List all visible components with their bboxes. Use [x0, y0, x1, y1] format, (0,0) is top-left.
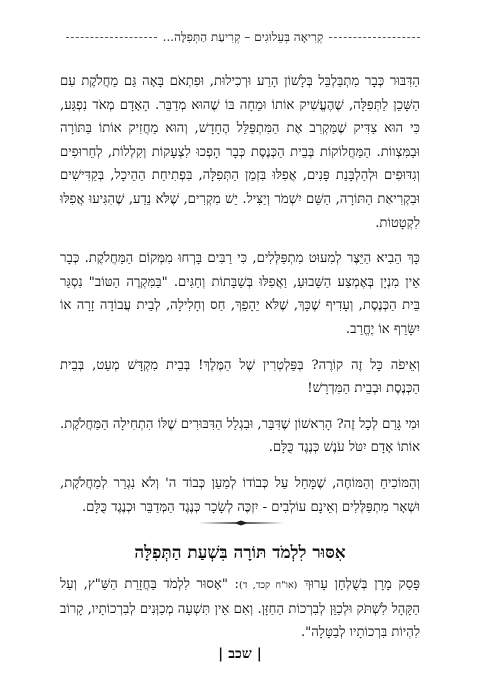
folio-bar: | — [256, 646, 262, 662]
header-rule-left — [66, 37, 157, 38]
page-number: שכב — [228, 646, 252, 662]
body-text — [60, 70, 420, 531]
paragraph: וְאֵיפֹה כָּל זֶה קוֹרֶה? בְּפַּלְטְרִין שֶׁל הַמֶּלֶךְ! בְּבֵית מִקְדָּשׁ מְעַט, בְּבֵית הַכְּנֶסֶת וּבְבֵית הַמִּדְרָשׁ! — [60, 357, 420, 397]
section-text-quote: : "אָסוּר לִלְמֹד בַּחֲזָרַת הַשַּׁ"ץ, וְעַל הַקָּהָל לִשְׁתֹּק וּלְכַוֵּן לְבִרְכוֹת הַחַזָּן. וְאִם אֵין תִּשְׁעָה מְכַוְּנִים לְבִרְכוֹתָיו, קָרוֹב לִהְיוֹת בִּרְכוֹתָיו לְבַטָּלָה". — [60, 577, 420, 641]
paragraph: הַדִּבּוּר כְּבָר מִתְבַּלְבֵּל בְּלָשׁוֹן הָרַע וּרְכִילוּת, וּפִתְאֹם בָּאָה גַּם מַחֲלֹקֶת עִם הַשָּׁכֵן לַתְּפִלָּה, שֶׁהֶעֱשִׁיק אוֹתוֹ וּמֵחָה בּוֹ שֶׁהוּא מְדַבֵּר. הָאָדָם מְאֹד נִפְגַּע, כִּי הוּא צַדִּיק שֶׁמַּקְרִב אֶת הַמִּתְפַּלֵּל הֶחָדָשׁ, וְהוּא מַחֲזִיק אוֹתוֹ בַּתּוֹרָה וּבַמִּצְווֹת. הַמַּחֲלוֹקוֹת בְּבֵית הַכְּנֶסֶת כְּבָר הָפְכוּ לִצְעָקוֹת וְקִלְלוֹת, לְחֵרוּפִים וְגִדּוּפִים וּלְהַלְבָּנַת פָּנִים, אֲפִלּוּ בִּזְמַן הַתְּפִלָּה, בִּפְתִיחַת הַהֵיכָל, בְּקַדִּישִׁים וּבִקְרִיאַת הַתּוֹרָה, הַשֵּׁם יִשְׁמֹר וְיַצִּיל. יֵשׁ מִקְרִים, שֶׁלֹּא נֵדַע, שֶׁהִגִּיעוּ אֲפִלּוּ לִקְטָטוֹת. — [60, 74, 420, 231]
header-rule-right — [329, 37, 420, 38]
section-text-opening: פָּסַק מָרָן בְּשֻׁלְחָן עָרוּךְ — [304, 577, 420, 592]
running-header — [66, 30, 420, 45]
section-divider-ornament — [196, 519, 286, 527]
section-title: אִסּוּר לִלְמֹד תּוֹרָה בִּשְׁעַת הַתְּפִלָּה — [134, 543, 346, 563]
source-reference: (או"ח קכד, ד) — [238, 580, 298, 591]
paragraph: וְהַמּוֹכִיחַ וְהַמּוֹחֶה, שֶׁמָּחַל עַל כְּבוֹדוֹ לְמַעַן כְּבוֹד ה' וְלֹא נִגְרַר לְמַחֲלֹקֶת, וּשְׁאָר מִתְפַּלְּלִים וְאֵינָם עוֹלְבִים - יִזְכֶּה לְשָׂכָר כְּנֶגֶד הַמְּדַבֵּר וּכְנֶגֶד כֻּלָּם. — [60, 475, 420, 515]
page-number-footer — [0, 646, 480, 663]
section-text — [60, 573, 420, 645]
running-header-title: קְרִיאָה בְּעֵלוּגִים – קְרִיעַת הַתְּפִלָּה... — [162, 30, 324, 44]
paragraph: וּמִי גָּרַם לְכָל זֶה? הָרִאשׁוֹן שֶׁדִּבֵּר, וּבִגְלַל הַדִּבּוּרִים שֶׁלּוֹ הִתְחִילָה הַמַּחֲלֹקֶת. אוֹתוֹ אָדָם יִטֹּל עֹנֶשׁ כְּנֶגֶד כֻּלָּם. — [60, 416, 420, 456]
paragraph: כָּךְ הֵבִיא הַיֵּצֶר לְמִעוּט מִתְפַּלְּלִים, כִּי רַבִּים בָּרְחוּ מִמְּקוֹם הַמַּחֲלֹקֶת. כְּבָר אֵין מִנְיָן בְּאֶמְצַע הַשָּׁבוּעַ, וַאֲפִלּוּ בְּשַׁבָּתוֹת וְחַגִּים. "בַּמִּקְרֶה הַטּוֹב" נִסְגַּר בֵּית הַכְּנֶסֶת, וְעָדִיף שֶׁכָּךְ, שֶׁלֹּא יֵהָפֵךְ, חַס וְחָלִילָה, לְבֵית עֲבוֹדָה זָרָה אוֹ יִשָּׂרֵף אוֹ יֶחֱרַב. — [60, 251, 420, 337]
folio-bar: | — [218, 646, 224, 662]
